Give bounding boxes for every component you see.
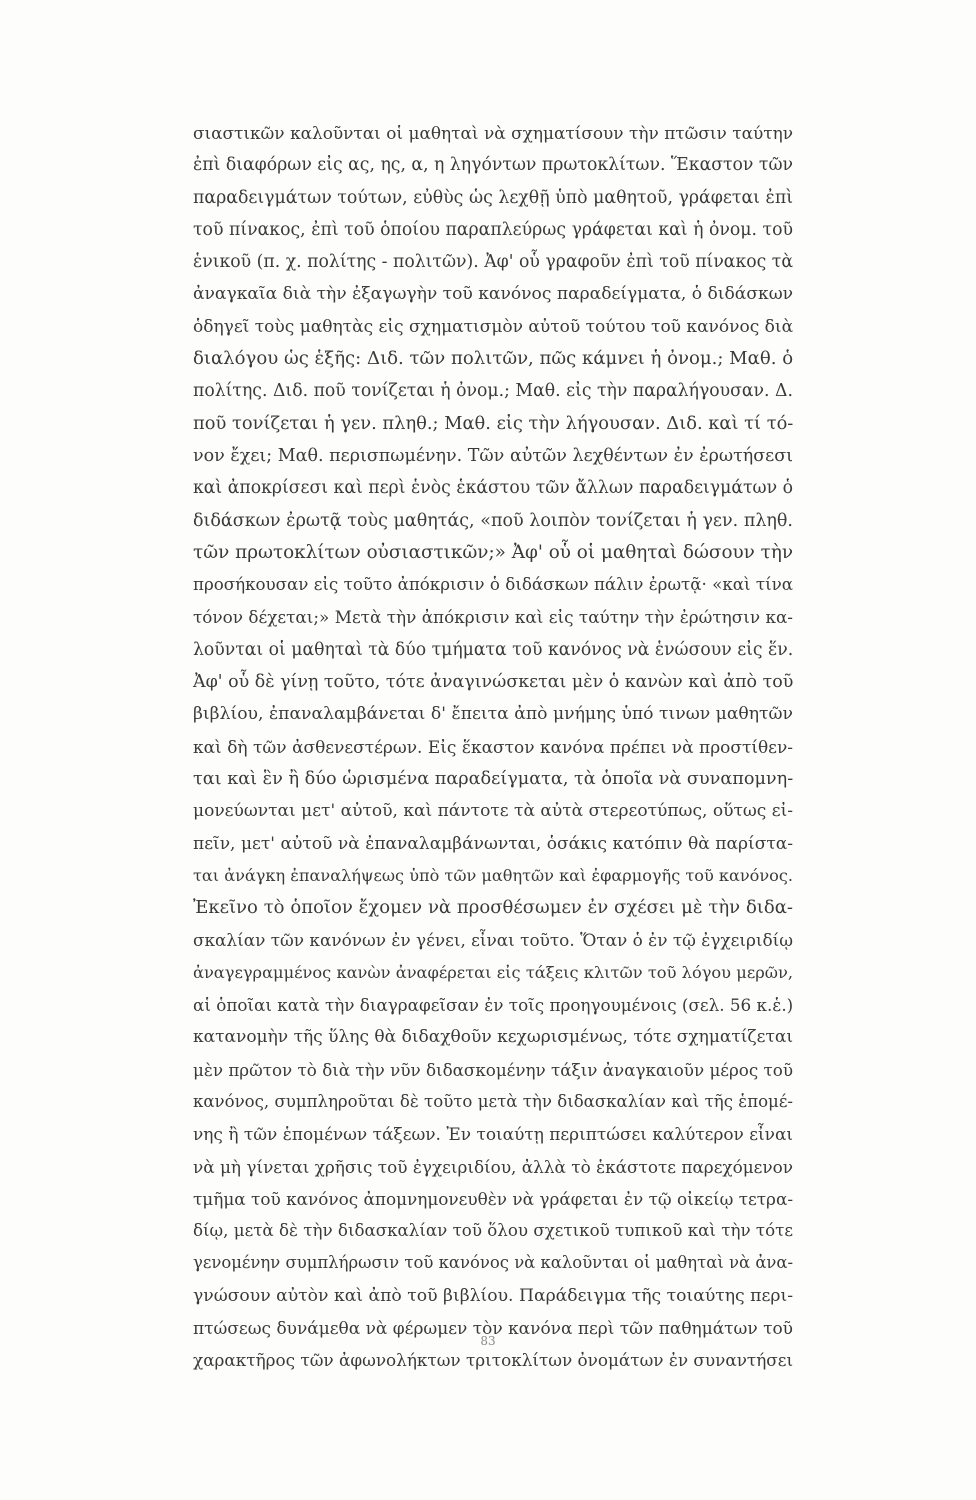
text-line-17: λοῦνται οἱ μαθηταὶ τὰ δύο τμήματα τοῦ κανόνος νὰ ἑνώσουν εἰς ἕν. — [193, 639, 794, 660]
text-line-29: κατανομὴν τῆς ὕλης θὰ διδαχθοῦν κεχωρισμένως, τότε σχηματίζεται — [193, 1027, 793, 1048]
text-line-1: σιαστικῶν καλοῦνται οἱ μαθηταὶ νὰ σχηματίσουν τὴν πτῶσιν ταύτην — [193, 123, 793, 143]
text-line-39: χαρακτῆρος τῶν ἀφωνολήκτων τριτοκλίτων ὀνομάτων ἐν συναντήσει — [193, 1350, 794, 1371]
text-line-24: ται ἀνάγκη ἐπαναλήψεως ὑπὸ τῶν μαθητῶν καὶ ἐφαρμογῆς τοῦ κανόνος. — [193, 865, 793, 885]
text-line-13: διδάσκων ἐρωτᾷ τοὺς μαθητάς, «ποῦ λοιπὸν τονίζεται ἡ γεν. πληθ. — [193, 510, 793, 531]
text-line-10: ποῦ τονίζεται ἡ γεν. πληθ.; Μαθ. εἰς τὴν λήγουσαν. Διδ. καὶ τί τό- — [193, 412, 794, 434]
text-line-6: ἀναγκαῖα διὰ τὴν ἐξαγωγὴν τοῦ κανόνος παραδείγματα, ὁ διδάσκων — [193, 284, 794, 305]
text-line-4: τοῦ πίνακος, ἐπὶ τοῦ ὁποίου παραπλεύρως γράφεται καὶ ἡ ὀνομ. τοῦ — [193, 219, 793, 240]
text-line-15: προσήκουσαν εἰς τοῦτο ἀπόκρισιν ὁ διδάσκων πάλιν ἐρωτᾷ· «καὶ τίνα — [193, 575, 793, 595]
text-line-34: τμῆμα τοῦ κανόνος ἀπομνημονευθὲν νὰ γράφεται ἐν τῷ οἰκείῳ τετρα- — [193, 1188, 793, 1209]
text-line-26: σκαλίαν τῶν κανόνων ἐν γένει, εἶναι τοῦτο. Ὅταν ὁ ἐν τῷ ἐγχειριδίῳ — [193, 930, 793, 951]
text-line-18: Ἀφ' οὗ δὲ γίνῃ τοῦτο, τότε ἀναγινώσκεται μὲν ὁ κανὼν καὶ ἀπὸ τοῦ — [193, 672, 794, 693]
text-line-8: διαλόγου ὡς ἑξῆς: Διδ. τῶν πολιτῶν, πῶς κάμνει ἡ ὀνομ.; Μαθ. ὁ — [193, 348, 794, 370]
text-line-16: τόνον δέχεται;» Μετὰ τὴν ἀπόκρισιν καὶ εἰς ταύτην τὴν ἐρώτησιν κα- — [193, 607, 793, 628]
text-line-33: νὰ μὴ γίνεται χρῆσις τοῦ ἐγχειριδίου, ἀλλὰ τὸ ἑκάστοτε παρεχόμενον — [193, 1156, 793, 1177]
text-line-32: νης ἢ τῶν ἑπομένων τάξεων. Ἐν τοιαύτῃ περιπτώσει καλύτερον εἶναι — [193, 1124, 793, 1145]
text-line-23: πεῖν, μετ' αὐτοῦ νὰ ἐπαναλαμβάνωνται, ὁσάκις κατόπιν θὰ παρίστα- — [193, 833, 793, 854]
text-line-27: ἀναγεγραμμένος κανὼν ἀναφέρεται εἰς τάξεις κλιτῶν τοῦ λόγου μερῶν, — [193, 962, 793, 982]
text-line-38: πτώσεως δυνάμεθα νὰ φέρωμεν τὸν κανόνα περὶ τῶν παθημάτων τοῦ — [193, 1317, 793, 1338]
text-line-9: πολίτης. Διδ. ποῦ τονίζεται ἡ ὀνομ.; Μαθ. εἰς τὴν παραλήγουσαν. Δ. — [193, 381, 793, 402]
text-line-25: Ἐκεῖνο τὸ ὁποῖον ἔχομεν νὰ προσθέσωμεν ἐν σχέσει μὲ τὴν διδα- — [193, 897, 793, 919]
text-line-7: ὁδηγεῖ τοὺς μαθητὰς εἰς σχηματισμὸν αὐτοῦ τούτου τοῦ κανόνος διὰ — [193, 316, 794, 337]
text-line-22: μονεύωνται μετ' αὐτοῦ, καὶ πάντοτε τὰ αὐτὰ στερεοτύπως, οὕτως εἰ- — [193, 801, 793, 822]
page-number: 83 — [480, 1334, 496, 1348]
text-line-35: δίῳ, μετὰ δὲ τὴν διδασκαλίαν τοῦ ὅλου σχετικοῦ τυπικοῦ καὶ τὴν τότε — [193, 1221, 793, 1241]
body-text — [193, 117, 793, 1377]
text-line-36: γενομένην συμπλήρωσιν τοῦ κανόνος νὰ καλοῦνται οἱ μαθηταὶ νὰ ἀνα- — [193, 1253, 794, 1273]
text-line-11: νον ἔχει; Μαθ. περισπωμένην. Τῶν αὐτῶν λεχθέντων ἐν ἐρωτήσεσι — [193, 445, 793, 466]
text-line-21: ται καὶ ἓν ἢ δύο ὡρισμένα παραδείγματα, τὰ ὁποῖα νὰ συναπομνη- — [193, 768, 794, 789]
text-line-28: αἱ ὁποῖαι κατὰ τὴν διαγραφεῖσαν ἐν τοῖς προηγουμένοις (σελ. 56 κ.ἑ.) — [193, 995, 794, 1016]
text-line-2: ἐπὶ διαφόρων εἰς ας, ης, α, η ληγόντων πρωτοκλίτων. Ἕκαστον τῶν — [193, 155, 793, 176]
text-line-14: τῶν πρωτοκλίτων οὐσιαστικῶν;» Ἀφ' οὗ οἱ μαθηταὶ δώσουν τὴν — [193, 541, 793, 563]
text-line-31: κανόνος, συμπληροῦται δὲ τοῦτο μετὰ τὴν διδασκαλίαν καὶ τῆς ἑπομέ- — [193, 1091, 793, 1111]
text-line-19: βιβλίου, ἐπαναλαμβάνεται δ' ἔπειτα ἀπὸ μνήμης ὑπό τινων μαθητῶν — [193, 704, 793, 725]
text-line-12: καὶ ἀποκρίσεσι καὶ περὶ ἑνὸς ἑκάστου τῶν ἄλλων παραδειγμάτων ὁ — [193, 478, 793, 499]
text-line-20: καὶ δὴ τῶν ἀσθενεστέρων. Εἰς ἕκαστον κανόνα πρέπει νὰ προστίθεν- — [193, 736, 793, 757]
text-line-3: παραδειγμάτων τούτων, εὐθὺς ὡς λεχθῇ ὑπὸ μαθητοῦ, γράφεται ἐπὶ — [193, 187, 793, 208]
text-line-5: ἑνικοῦ (π. χ. πολίτης - πολιτῶν). Ἀφ' οὗ γραφοῦν ἐπὶ τοῦ πίνακος τὰ — [193, 252, 793, 273]
text-line-30: μὲν πρῶτον τὸ διὰ τὴν νῦν διδασκομένην τάξιν ἀναγκαιοῦν μέρος τοῦ — [193, 1059, 793, 1080]
text-line-37: γνώσουν αὐτὸν καὶ ἀπὸ τοῦ βιβλίου. Παράδειγμα τῆς τοιαύτης περι- — [193, 1285, 793, 1306]
